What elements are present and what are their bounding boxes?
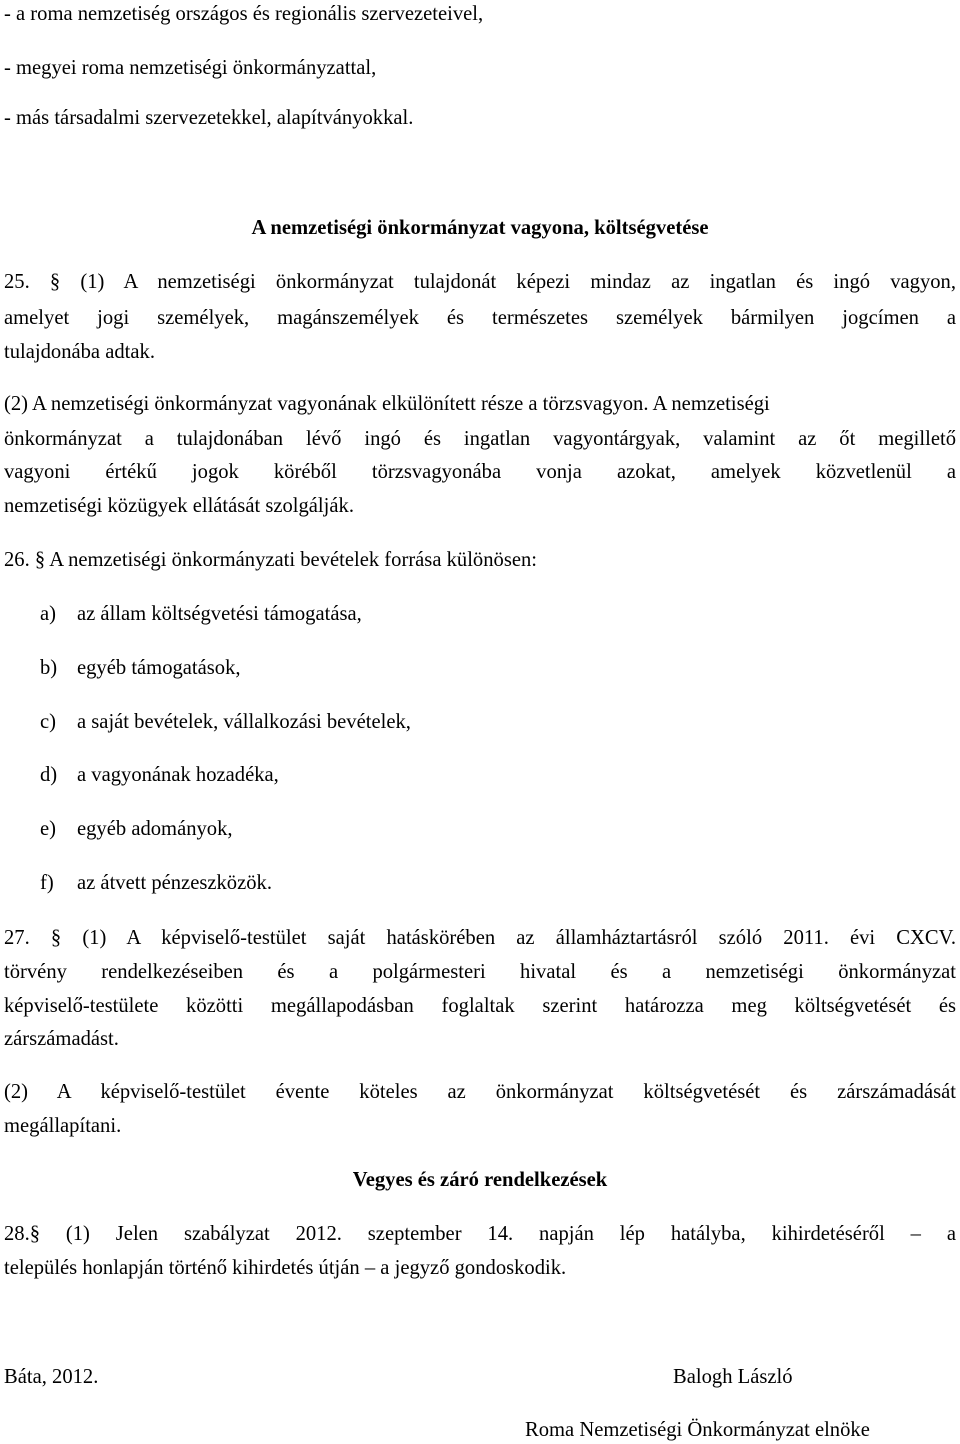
place-date: Báta, 2012. xyxy=(4,1366,99,1388)
income-list-item: d) a vagyonának hozadéka, xyxy=(40,764,279,786)
paragraph-25-1-line: amelyet jogi személyek, magánszemélyek és természetes személyek bármilyen jogcímen a xyxy=(4,307,956,329)
paragraph-27-1-line: képviselő-testülete közötti megállapodásban foglaltak szerint határozza meg költségvetését és xyxy=(4,995,956,1017)
paragraph-27-1-line: 27. § (1) A képviselő-testület saját hatáskörében az államháztartásról szóló 2011. évi CXCV. xyxy=(4,927,956,949)
paragraph-27-2-line: megállapítani. xyxy=(4,1115,122,1137)
paragraph-25-2-line: (2) A nemzetiségi önkormányzat vagyonának elkülönített része a törzsvagyon. A nemzetiségi xyxy=(4,393,770,415)
signatory-name: Balogh László xyxy=(673,1366,793,1388)
income-list-item: a) az állam költségvetési támogatása, xyxy=(40,603,362,625)
paragraph-27-2-line: (2) A képviselő-testület évente köteles az önkormányzat költségvetését és zárszámadását xyxy=(4,1081,956,1103)
paragraph-25-2-line: önkormányzat a tulajdonában lévő ingó és ingatlan vagyontárgyak, valamint az őt megillető xyxy=(4,428,956,450)
paragraph-25-2-line: nemzetiségi közügyek ellátását szolgálják. xyxy=(4,495,354,517)
paragraph-28-line: 28.§ (1) Jelen szabályzat 2012. szeptember 14. napján lép hatályba, kihirdetéséről – a xyxy=(4,1223,956,1245)
paragraph-26: 26. § A nemzetiségi önkormányzati bevételek forrása különösen: xyxy=(4,549,537,571)
paragraph-25-1-line: tulajdonába adtak. xyxy=(4,341,155,363)
section-heading-final-provisions: Vegyes és záró rendelkezések xyxy=(352,1169,608,1191)
intro-list-item: - más társadalmi szervezetekkel, alapítványokkal. xyxy=(4,107,414,129)
intro-list-item: - a roma nemzetiség országos és regionális szervezeteivel, xyxy=(4,3,484,25)
paragraph-27-1-line: zárszámadást. xyxy=(4,1028,119,1050)
income-list-item: e) egyéb adományok, xyxy=(40,818,233,840)
intro-list-item: - megyei roma nemzetiségi önkormányzattal, xyxy=(4,57,377,79)
income-list-item: c) a saját bevételek, vállalkozási bevételek, xyxy=(40,711,411,733)
paragraph-28-line: település honlapján történő kihirdetés útján – a jegyző gondoskodik. xyxy=(4,1257,567,1279)
paragraph-27-1-line: törvény rendelkezéseiben és a polgármesteri hivatal és a nemzetiségi önkormányzat xyxy=(4,961,956,983)
paragraph-25-2-line: vagyoni értékű jogok köréből törzsvagyonába vonja azokat, amelyek közvetlenül a xyxy=(4,461,956,483)
signatory-title: Roma Nemzetiségi Önkormányzat elnöke xyxy=(525,1419,870,1441)
income-list-item: f) az átvett pénzeszközök. xyxy=(40,872,272,894)
income-list-item: b) egyéb támogatások, xyxy=(40,657,241,679)
section-heading-property-budget: A nemzetiségi önkormányzat vagyona, költségvetése xyxy=(251,217,709,239)
paragraph-25-1-line: 25. § (1) A nemzetiségi önkormányzat tulajdonát képezi mindaz az ingatlan és ingó vagyon, xyxy=(4,271,956,293)
